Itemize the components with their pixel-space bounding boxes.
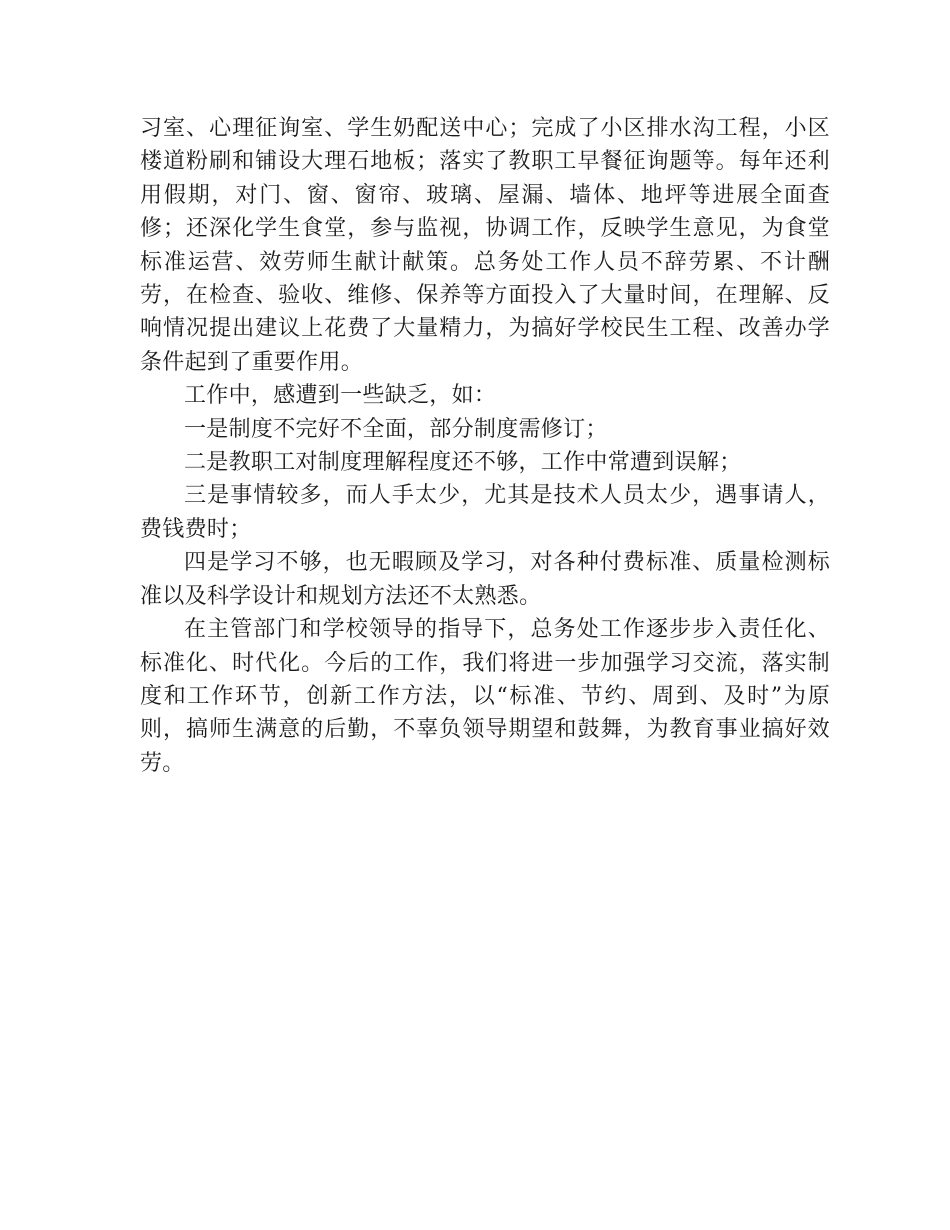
paragraph-shortcomings-intro: 工作中，感遭到一些缺乏，如： [184,383,497,409]
paragraph-point-four: 四是学习不够，也无暇顾及学习，对各种付费标准、质量检测标准以及科学设计和规划方法还不太熟悉。 [140,550,830,609]
paragraph-point-one: 一是制度不完好不全面，部分制度需修订； [184,416,608,442]
document-body [140,112,830,780]
paragraph-conclusion: 在主管部门和学校领导的指导下，总务处工作逐步步入责任化、标准化、时代化。今后的工作，我们将进一步加强学习交流，落实制度和工作环节，创新工作方法，以“标准、节约、周到、及时”为原则，搞师生满意的后勤，不辜负领导期望和鼓舞，为教育事业搞好效劳。 [140,617,830,776]
paragraph-point-two: 二是教职工对制度理解程度还不够，工作中常遭到误解； [184,450,742,476]
paragraph-continuation: 习室、心理征询室、学生奶配送中心；完成了小区排水沟工程，小区楼道粉刷和铺设大理石地板；落实了教职工早餐征询题等。每年还利用假期，对门、窗、窗帘、玻璃、屋漏、墙体、地坪等进展全面查修；还深化学生食堂，参与监视，协调工作，反映学生意见，为食堂标准运营、效劳师生献计献策。总务处工作人员不辞劳累、不计酬劳，在检查、验收、维修、保养等方面投入了大量时间，在理解、反响情况提出建议上花费了大量精力，为搞好学校民生工程、改善办学条件起到了重要作用。 [140,116,830,375]
paragraph-point-three: 三是事情较多，而人手太少，尤其是技术人员太少，遇事请人，费钱费时； [140,483,830,542]
